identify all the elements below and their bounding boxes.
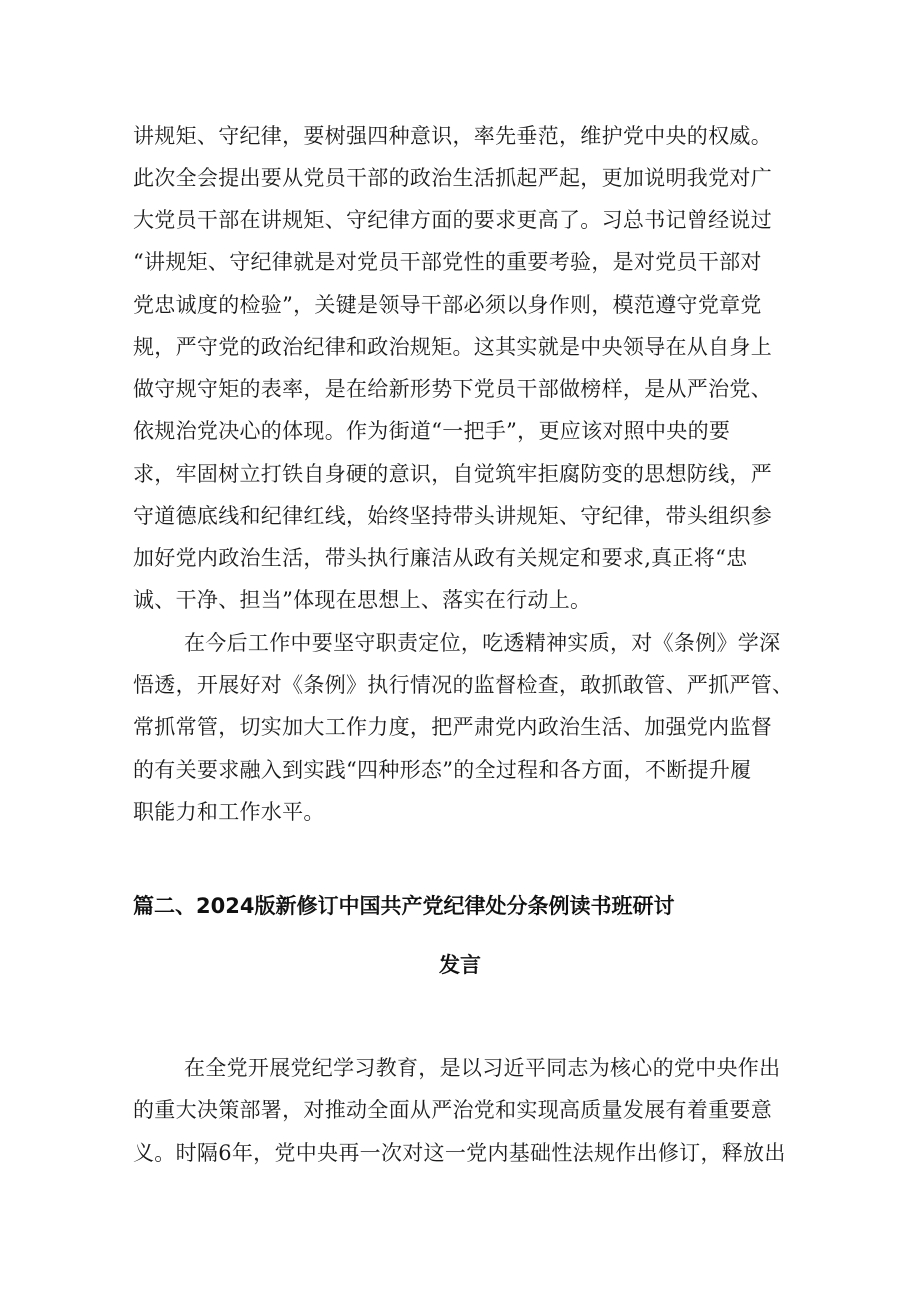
text-line: 的有关要求融入到实践“四种形态”的全过程和各方面，不断提升履 xyxy=(133,758,752,782)
text-line: 悟透，开展好对《条例》执行情况的监督检查，敢抓敢管、严抓严管、 xyxy=(133,673,794,697)
section-heading-continuation: 发言 xyxy=(439,953,481,977)
text-line: 此次全会提出要从党员干部的政治生活抓起严起，更加说明我党对广 xyxy=(133,166,772,190)
section-heading: 篇二、2024版新修订中国共产党纪律处分条例读书班研讨 xyxy=(133,894,675,918)
text-line: 在全党开展党纪学习教育，是以习近平同志为核心的党中央作出 xyxy=(184,1056,781,1080)
text-line: “讲规矩、守纪律就是对党员干部党性的重要考验，是对党员干部对 xyxy=(133,250,762,274)
text-line: 求，牢固树立打铁自身硬的意识，自觉筑牢拒腐防变的思想防线，严 xyxy=(133,462,772,486)
text-line: 依规治党决心的体现。作为街道“一把手”，更应该对照中央的要 xyxy=(133,419,731,443)
text-line: 加好党内政治生活，带头执行廉洁从政有关规定和要求,真正将“忠 xyxy=(133,546,748,570)
text-line: 诚、干净、担当”体现在思想上、落实在行动上。 xyxy=(133,588,592,612)
text-line: 党忠诚度的检验”，关键是领导干部必须以身作则，模范遵守党章党 xyxy=(133,293,762,317)
text-line: 规，严守党的政治纪律和政治规矩。这其实就是中央领导在从自身上 xyxy=(133,335,772,359)
text-line: 常抓常管，切实加大工作力度，把严肃党内政治生活、加强党内监督 xyxy=(133,715,772,739)
text-line: 大党员干部在讲规矩、守纪律方面的要求更高了。习总书记曾经说过 xyxy=(133,208,772,232)
text-line: 职能力和工作水平。 xyxy=(133,800,325,824)
text-line: 讲规矩、守纪律，要树强四种意识，率先垂范，维护党中央的权威。 xyxy=(133,124,772,148)
text-line: 做守规守矩的表率，是在给新形势下党员干部做榜样，是从严治党、 xyxy=(133,377,772,401)
text-line: 的重大决策部署，对推动全面从严治党和实现高质量发展有着重要意 xyxy=(133,1098,772,1122)
text-line: 在今后工作中要坚守职责定位，吃透精神实质，对《条例》学深 xyxy=(184,631,781,655)
text-line: 义。时隔6年，党中央再一次对这一党内基础性法规作出修订，释放出 xyxy=(133,1141,786,1165)
text-line: 守道德底线和纪律红线，始终坚持带头讲规矩、守纪律，带头组织参 xyxy=(133,504,772,528)
